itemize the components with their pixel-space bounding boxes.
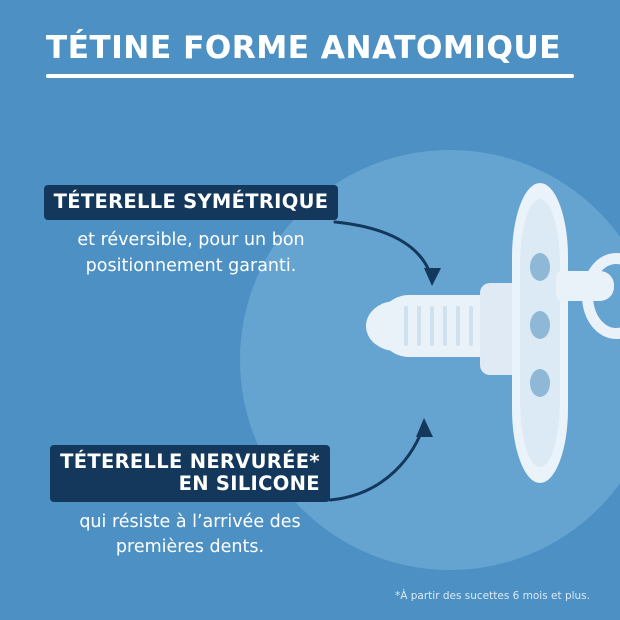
- page-title: TÉTINE FORME ANATOMIQUE: [46, 30, 562, 66]
- callout-silicone: [40, 445, 340, 561]
- callout-silicone-body-line1: qui résiste à l’arrivée des: [79, 511, 301, 532]
- callout-symmetric-body: [36, 228, 346, 279]
- rib: [417, 306, 421, 346]
- rib: [404, 306, 408, 346]
- title-underline: [46, 74, 574, 78]
- shield-vent-hole: [530, 311, 550, 339]
- rib: [469, 306, 473, 346]
- shield-vent-hole: [530, 369, 550, 397]
- pacifier-illustration: [360, 175, 610, 505]
- footnote: *À partir des sucettes 6 mois et plus.: [394, 590, 590, 602]
- callout-symmetric-body-line2: positionnement garanti.: [85, 255, 297, 276]
- callout-symmetric-body-line1: et réversible, pour un bon: [77, 230, 305, 251]
- callout-symmetric-tagline: TÉTERELLE SYMÉTRIQUE: [44, 185, 339, 220]
- callout-silicone-body: [40, 510, 340, 561]
- callout-silicone-tagline-line1: TÉTERELLE NERVURÉE*: [60, 450, 320, 473]
- rib: [443, 306, 447, 346]
- rib: [430, 306, 434, 346]
- callout-silicone-body-line2: premières dents.: [115, 537, 265, 558]
- callout-silicone-tagline: [50, 445, 330, 502]
- shield-vent-hole: [530, 253, 550, 281]
- pacifier-handle-ring: [582, 253, 620, 339]
- callout-silicone-tagline-line2: EN SILICONE: [178, 472, 320, 496]
- rib: [456, 306, 460, 346]
- callout-symmetric: [36, 185, 346, 279]
